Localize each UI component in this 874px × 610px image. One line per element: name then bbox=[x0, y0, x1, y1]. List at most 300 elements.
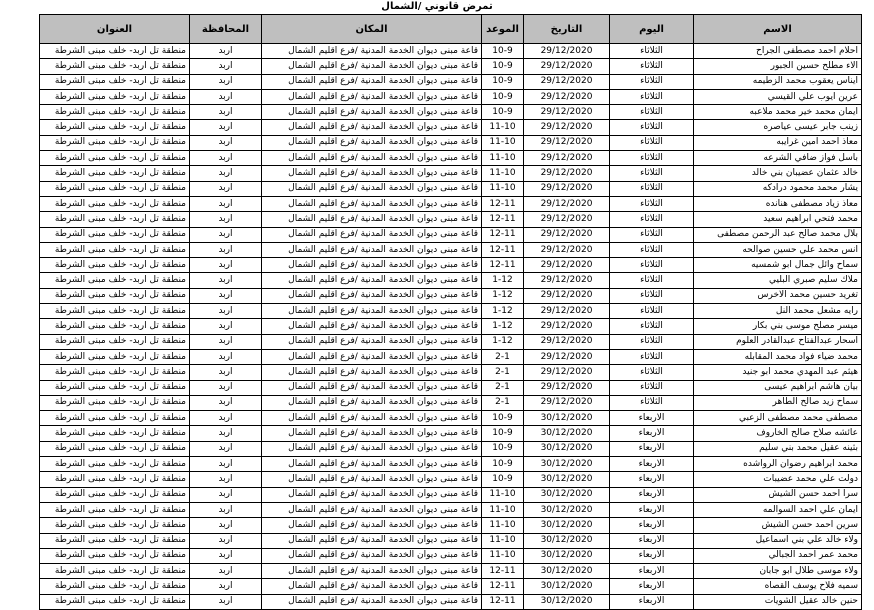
cell-day: الثلاثاء bbox=[610, 319, 694, 334]
cell-date: 29/12/2020 bbox=[524, 258, 610, 273]
cell-time: 1-12 bbox=[482, 304, 524, 319]
cell-name: انس محمد علي حسين صوالحه bbox=[694, 242, 862, 257]
cell-address: منطقة تل اربد- خلف مبنى الشرطة bbox=[40, 426, 190, 441]
cell-place: قاعة مبنى ديوان الخدمة المدنية /فرع اقليم الشمال bbox=[262, 518, 482, 533]
cell-place: قاعة مبنى ديوان الخدمة المدنية /فرع اقليم الشمال bbox=[262, 273, 482, 288]
table-row bbox=[40, 395, 862, 410]
cell-governorate: اربد bbox=[190, 395, 262, 410]
cell-date: 30/12/2020 bbox=[524, 457, 610, 472]
table-row bbox=[40, 273, 862, 288]
cell-place: قاعة مبنى ديوان الخدمة المدنية /فرع اقليم الشمال bbox=[262, 334, 482, 349]
cell-name: مصطفى محمد مصطفى الزعبي bbox=[694, 411, 862, 426]
cell-place: قاعة مبنى ديوان الخدمة المدنية /فرع اقليم الشمال bbox=[262, 319, 482, 334]
header-day: اليوم bbox=[610, 15, 694, 44]
cell-address: منطقة تل اربد- خلف مبنى الشرطة bbox=[40, 319, 190, 334]
table-row bbox=[40, 533, 862, 548]
cell-date: 29/12/2020 bbox=[524, 288, 610, 303]
cell-address: منطقة تل اربد- خلف مبنى الشرطة bbox=[40, 44, 190, 59]
cell-day: الثلاثاء bbox=[610, 334, 694, 349]
cell-day: الثلاثاء bbox=[610, 196, 694, 211]
cell-name: سرا احمد حسن الشيش bbox=[694, 487, 862, 502]
cell-day: الثلاثاء bbox=[610, 258, 694, 273]
cell-name: معاذ زياد مصطفى هنانده bbox=[694, 196, 862, 211]
cell-address: منطقة تل اربد- خلف مبنى الشرطة bbox=[40, 288, 190, 303]
cell-date: 30/12/2020 bbox=[524, 564, 610, 579]
cell-governorate: اربد bbox=[190, 44, 262, 59]
cell-name: معاذ احمد امين غرايبه bbox=[694, 135, 862, 150]
cell-governorate: اربد bbox=[190, 242, 262, 257]
cell-place: قاعة مبنى ديوان الخدمة المدنية /فرع اقليم الشمال bbox=[262, 212, 482, 227]
cell-place: قاعة مبنى ديوان الخدمة المدنية /فرع اقليم الشمال bbox=[262, 457, 482, 472]
cell-time: 2-1 bbox=[482, 365, 524, 380]
cell-address: منطقة تل اربد- خلف مبنى الشرطة bbox=[40, 74, 190, 89]
cell-governorate: اربد bbox=[190, 533, 262, 548]
cell-name: ايناس يعقوب محمد الزطيمه bbox=[694, 74, 862, 89]
cell-day: الاربعاء bbox=[610, 472, 694, 487]
table-row bbox=[40, 487, 862, 502]
cell-address: منطقة تل اربد- خلف مبنى الشرطة bbox=[40, 227, 190, 242]
table-row bbox=[40, 196, 862, 211]
cell-time: 11-10 bbox=[482, 518, 524, 533]
table-row bbox=[40, 181, 862, 196]
cell-name: ايمان علي احمد السوالمه bbox=[694, 502, 862, 517]
cell-address: منطقة تل اربد- خلف مبنى الشرطة bbox=[40, 502, 190, 517]
table-row bbox=[40, 564, 862, 579]
cell-address: منطقة تل اربد- خلف مبنى الشرطة bbox=[40, 59, 190, 74]
table-row bbox=[40, 120, 862, 135]
cell-day: الثلاثاء bbox=[610, 365, 694, 380]
cell-time: 1-12 bbox=[482, 288, 524, 303]
cell-day: الاربعاء bbox=[610, 548, 694, 563]
cell-address: منطقة تل اربد- خلف مبنى الشرطة bbox=[40, 411, 190, 426]
cell-date: 30/12/2020 bbox=[524, 502, 610, 517]
cell-governorate: اربد bbox=[190, 334, 262, 349]
cell-time: 11-10 bbox=[482, 120, 524, 135]
cell-governorate: اربد bbox=[190, 502, 262, 517]
cell-date: 29/12/2020 bbox=[524, 74, 610, 89]
cell-day: الثلاثاء bbox=[610, 304, 694, 319]
cell-time: 10-9 bbox=[482, 59, 524, 74]
cell-address: منطقة تل اربد- خلف مبنى الشرطة bbox=[40, 564, 190, 579]
cell-day: الثلاثاء bbox=[610, 212, 694, 227]
cell-governorate: اربد bbox=[190, 380, 262, 395]
cell-address: منطقة تل اربد- خلف مبنى الشرطة bbox=[40, 365, 190, 380]
cell-time: 11-10 bbox=[482, 151, 524, 166]
cell-name: زينب جابر عيسى عياصره bbox=[694, 120, 862, 135]
cell-governorate: اربد bbox=[190, 411, 262, 426]
cell-day: الثلاثاء bbox=[610, 227, 694, 242]
cell-day: الثلاثاء bbox=[610, 166, 694, 181]
header-date: التاريخ bbox=[524, 15, 610, 44]
cell-time: 2-1 bbox=[482, 395, 524, 410]
cell-place: قاعة مبنى ديوان الخدمة المدنية /فرع اقليم الشمال bbox=[262, 594, 482, 609]
cell-day: الاربعاء bbox=[610, 579, 694, 594]
cell-time: 11-10 bbox=[482, 502, 524, 517]
cell-name: سماح زيد صالح الطاهر bbox=[694, 395, 862, 410]
cell-address: منطقة تل اربد- خلف مبنى الشرطة bbox=[40, 548, 190, 563]
cell-name: محمد فتحي ابراهيم سعيد bbox=[694, 212, 862, 227]
cell-place: قاعة مبنى ديوان الخدمة المدنية /فرع اقليم الشمال bbox=[262, 258, 482, 273]
cell-name: هيثم عبد المهدي محمد ابو جنيد bbox=[694, 365, 862, 380]
table-row bbox=[40, 380, 862, 395]
cell-place: قاعة مبنى ديوان الخدمة المدنية /فرع اقليم الشمال bbox=[262, 59, 482, 74]
table-row bbox=[40, 426, 862, 441]
cell-time: 12-11 bbox=[482, 242, 524, 257]
table-row bbox=[40, 89, 862, 104]
cell-governorate: اربد bbox=[190, 487, 262, 502]
cell-address: منطقة تل اربد- خلف مبنى الشرطة bbox=[40, 441, 190, 456]
cell-governorate: اربد bbox=[190, 120, 262, 135]
cell-time: 12-11 bbox=[482, 594, 524, 609]
cell-time: 10-9 bbox=[482, 411, 524, 426]
cell-address: منطقة تل اربد- خلف مبنى الشرطة bbox=[40, 273, 190, 288]
cell-date: 29/12/2020 bbox=[524, 365, 610, 380]
cell-day: الثلاثاء bbox=[610, 242, 694, 257]
cell-date: 29/12/2020 bbox=[524, 212, 610, 227]
cell-date: 29/12/2020 bbox=[524, 59, 610, 74]
header-row bbox=[40, 15, 862, 44]
table-row bbox=[40, 518, 862, 533]
cell-date: 29/12/2020 bbox=[524, 135, 610, 150]
cell-date: 29/12/2020 bbox=[524, 304, 610, 319]
table-row bbox=[40, 288, 862, 303]
cell-place: قاعة مبنى ديوان الخدمة المدنية /فرع اقليم الشمال bbox=[262, 579, 482, 594]
cell-date: 29/12/2020 bbox=[524, 105, 610, 120]
cell-place: قاعة مبنى ديوان الخدمة المدنية /فرع اقليم الشمال bbox=[262, 365, 482, 380]
cell-name: محمد ضياء فواد محمد المقابله bbox=[694, 349, 862, 364]
cell-day: الثلاثاء bbox=[610, 349, 694, 364]
cell-date: 29/12/2020 bbox=[524, 120, 610, 135]
cell-place: قاعة مبنى ديوان الخدمة المدنية /فرع اقليم الشمال bbox=[262, 89, 482, 104]
cell-governorate: اربد bbox=[190, 258, 262, 273]
cell-day: الثلاثاء bbox=[610, 120, 694, 135]
cell-date: 30/12/2020 bbox=[524, 518, 610, 533]
cell-governorate: اربد bbox=[190, 227, 262, 242]
cell-address: منطقة تل اربد- خلف مبنى الشرطة bbox=[40, 212, 190, 227]
cell-governorate: اربد bbox=[190, 441, 262, 456]
cell-day: الاربعاء bbox=[610, 518, 694, 533]
cell-day: الثلاثاء bbox=[610, 151, 694, 166]
cell-place: قاعة مبنى ديوان الخدمة المدنية /فرع اقليم الشمال bbox=[262, 487, 482, 502]
cell-day: الثلاثاء bbox=[610, 44, 694, 59]
cell-governorate: اربد bbox=[190, 89, 262, 104]
cell-name: يشار محمد محمود درادكه bbox=[694, 181, 862, 196]
cell-place: قاعة مبنى ديوان الخدمة المدنية /فرع اقليم الشمال bbox=[262, 304, 482, 319]
cell-name: محمد ابراهيم رضوان الرواشده bbox=[694, 457, 862, 472]
cell-name: سرين احمد حسن الشيش bbox=[694, 518, 862, 533]
cell-time: 11-10 bbox=[482, 166, 524, 181]
cell-address: منطقة تل اربد- خلف مبنى الشرطة bbox=[40, 196, 190, 211]
cell-place: قاعة مبنى ديوان الخدمة المدنية /فرع اقليم الشمال bbox=[262, 288, 482, 303]
cell-address: منطقة تل اربد- خلف مبنى الشرطة bbox=[40, 166, 190, 181]
table-row bbox=[40, 59, 862, 74]
cell-address: منطقة تل اربد- خلف مبنى الشرطة bbox=[40, 395, 190, 410]
cell-day: الاربعاء bbox=[610, 564, 694, 579]
cell-governorate: اربد bbox=[190, 457, 262, 472]
table-row bbox=[40, 548, 862, 563]
cell-name: محمد عمر احمد الجبالي bbox=[694, 548, 862, 563]
cell-date: 30/12/2020 bbox=[524, 441, 610, 456]
cell-place: قاعة مبنى ديوان الخدمة المدنية /فرع اقليم الشمال bbox=[262, 502, 482, 517]
cell-name: بيان هاشم ابراهيم عيسى bbox=[694, 380, 862, 395]
cell-name: ايمان محمد خير محمد ملاعبه bbox=[694, 105, 862, 120]
cell-place: قاعة مبنى ديوان الخدمة المدنية /فرع اقليم الشمال bbox=[262, 120, 482, 135]
cell-time: 11-10 bbox=[482, 533, 524, 548]
table-row bbox=[40, 472, 862, 487]
cell-day: الثلاثاء bbox=[610, 59, 694, 74]
cell-day: الاربعاء bbox=[610, 594, 694, 609]
cell-name: ملاك سليم صبري البليي bbox=[694, 273, 862, 288]
cell-time: 12-11 bbox=[482, 579, 524, 594]
cell-time: 11-10 bbox=[482, 135, 524, 150]
cell-date: 30/12/2020 bbox=[524, 472, 610, 487]
cell-governorate: اربد bbox=[190, 365, 262, 380]
cell-place: قاعة مبنى ديوان الخدمة المدنية /فرع اقليم الشمال bbox=[262, 151, 482, 166]
cell-time: 11-10 bbox=[482, 548, 524, 563]
schedule-table bbox=[39, 14, 862, 610]
cell-time: 12-11 bbox=[482, 196, 524, 211]
cell-governorate: اربد bbox=[190, 105, 262, 120]
cell-day: الاربعاء bbox=[610, 502, 694, 517]
cell-name: ميسر مصلح موسى بني بكار bbox=[694, 319, 862, 334]
cell-date: 30/12/2020 bbox=[524, 548, 610, 563]
cell-address: منطقة تل اربد- خلف مبنى الشرطة bbox=[40, 487, 190, 502]
table-row bbox=[40, 227, 862, 242]
cell-date: 29/12/2020 bbox=[524, 227, 610, 242]
cell-place: قاعة مبنى ديوان الخدمة المدنية /فرع اقليم الشمال bbox=[262, 105, 482, 120]
cell-address: منطقة تل اربد- خلف مبنى الشرطة bbox=[40, 594, 190, 609]
cell-date: 29/12/2020 bbox=[524, 334, 610, 349]
cell-day: الاربعاء bbox=[610, 457, 694, 472]
cell-day: الثلاثاء bbox=[610, 135, 694, 150]
cell-place: قاعة مبنى ديوان الخدمة المدنية /فرع اقليم الشمال bbox=[262, 441, 482, 456]
cell-place: قاعة مبنى ديوان الخدمة المدنية /فرع اقليم الشمال bbox=[262, 380, 482, 395]
table-row bbox=[40, 166, 862, 181]
cell-date: 29/12/2020 bbox=[524, 151, 610, 166]
cell-time: 12-11 bbox=[482, 212, 524, 227]
cell-date: 30/12/2020 bbox=[524, 411, 610, 426]
table-row bbox=[40, 258, 862, 273]
cell-time: 11-10 bbox=[482, 181, 524, 196]
table-row bbox=[40, 44, 862, 59]
cell-name: حنين خالد عقيل الشويات bbox=[694, 594, 862, 609]
cell-governorate: اربد bbox=[190, 426, 262, 441]
cell-governorate: اربد bbox=[190, 135, 262, 150]
cell-time: 10-9 bbox=[482, 426, 524, 441]
cell-address: منطقة تل اربد- خلف مبنى الشرطة bbox=[40, 518, 190, 533]
cell-address: منطقة تل اربد- خلف مبنى الشرطة bbox=[40, 533, 190, 548]
cell-day: الاربعاء bbox=[610, 487, 694, 502]
header-address: العنوان bbox=[40, 15, 190, 44]
header-time: الموعد bbox=[482, 15, 524, 44]
cell-name: ولاء خالد علي بني اسماعيل bbox=[694, 533, 862, 548]
cell-place: قاعة مبنى ديوان الخدمة المدنية /فرع اقليم الشمال bbox=[262, 533, 482, 548]
cell-date: 30/12/2020 bbox=[524, 594, 610, 609]
cell-name: احلام احمد مصطفى الجراح bbox=[694, 44, 862, 59]
cell-name: سميه فلاح يوسف القصاه bbox=[694, 579, 862, 594]
cell-name: دولت علي محمد عضيبات bbox=[694, 472, 862, 487]
cell-day: الثلاثاء bbox=[610, 105, 694, 120]
cell-governorate: اربد bbox=[190, 518, 262, 533]
cell-governorate: اربد bbox=[190, 288, 262, 303]
cell-date: 30/12/2020 bbox=[524, 487, 610, 502]
cell-name: عائشه صلاح صالح الخاروف bbox=[694, 426, 862, 441]
cell-address: منطقة تل اربد- خلف مبنى الشرطة bbox=[40, 472, 190, 487]
table-row bbox=[40, 319, 862, 334]
cell-time: 2-1 bbox=[482, 349, 524, 364]
cell-time: 10-9 bbox=[482, 105, 524, 120]
page-title: تمرض قانوني /الشمال bbox=[381, 1, 493, 12]
cell-place: قاعة مبنى ديوان الخدمة المدنية /فرع اقليم الشمال bbox=[262, 44, 482, 59]
cell-place: قاعة مبنى ديوان الخدمة المدنية /فرع اقليم الشمال bbox=[262, 166, 482, 181]
cell-address: منطقة تل اربد- خلف مبنى الشرطة bbox=[40, 258, 190, 273]
cell-time: 1-12 bbox=[482, 319, 524, 334]
cell-day: الثلاثاء bbox=[610, 181, 694, 196]
cell-day: الثلاثاء bbox=[610, 395, 694, 410]
cell-day: الاربعاء bbox=[610, 426, 694, 441]
cell-governorate: اربد bbox=[190, 59, 262, 74]
cell-address: منطقة تل اربد- خلف مبنى الشرطة bbox=[40, 380, 190, 395]
cell-address: منطقة تل اربد- خلف مبنى الشرطة bbox=[40, 89, 190, 104]
cell-place: قاعة مبنى ديوان الخدمة المدنية /فرع اقليم الشمال bbox=[262, 181, 482, 196]
header-place: المكان bbox=[262, 15, 482, 44]
table-row bbox=[40, 334, 862, 349]
cell-name: سماح وائل جمال ابو شمسيه bbox=[694, 258, 862, 273]
cell-time: 10-9 bbox=[482, 472, 524, 487]
cell-time: 10-9 bbox=[482, 44, 524, 59]
cell-governorate: اربد bbox=[190, 472, 262, 487]
cell-governorate: اربد bbox=[190, 564, 262, 579]
cell-governorate: اربد bbox=[190, 304, 262, 319]
cell-place: قاعة مبنى ديوان الخدمة المدنية /فرع اقليم الشمال bbox=[262, 135, 482, 150]
cell-place: قاعة مبنى ديوان الخدمة المدنية /فرع اقليم الشمال bbox=[262, 227, 482, 242]
table-body bbox=[40, 44, 862, 610]
cell-governorate: اربد bbox=[190, 151, 262, 166]
header-governorate: المحافظة bbox=[190, 15, 262, 44]
cell-day: الثلاثاء bbox=[610, 288, 694, 303]
cell-place: قاعة مبنى ديوان الخدمة المدنية /فرع اقليم الشمال bbox=[262, 426, 482, 441]
cell-name: بلال محمد صالح عبد الرحمن مصطفى bbox=[694, 227, 862, 242]
cell-name: الاء مطلح حسين الجبور bbox=[694, 59, 862, 74]
cell-place: قاعة مبنى ديوان الخدمة المدنية /فرع اقليم الشمال bbox=[262, 411, 482, 426]
cell-day: الثلاثاء bbox=[610, 89, 694, 104]
cell-place: قاعة مبنى ديوان الخدمة المدنية /فرع اقليم الشمال bbox=[262, 74, 482, 89]
table-row bbox=[40, 411, 862, 426]
table-row bbox=[40, 441, 862, 456]
cell-governorate: اربد bbox=[190, 74, 262, 89]
cell-time: 12-11 bbox=[482, 227, 524, 242]
cell-time: 12-11 bbox=[482, 564, 524, 579]
cell-date: 30/12/2020 bbox=[524, 579, 610, 594]
table-row bbox=[40, 212, 862, 227]
cell-date: 29/12/2020 bbox=[524, 349, 610, 364]
cell-governorate: اربد bbox=[190, 273, 262, 288]
header-name: الاسم bbox=[694, 15, 862, 44]
cell-address: منطقة تل اربد- خلف مبنى الشرطة bbox=[40, 120, 190, 135]
cell-date: 29/12/2020 bbox=[524, 319, 610, 334]
table-row bbox=[40, 349, 862, 364]
cell-address: منطقة تل اربد- خلف مبنى الشرطة bbox=[40, 135, 190, 150]
cell-place: قاعة مبنى ديوان الخدمة المدنية /فرع اقليم الشمال bbox=[262, 196, 482, 211]
cell-address: منطقة تل اربد- خلف مبنى الشرطة bbox=[40, 579, 190, 594]
cell-governorate: اربد bbox=[190, 349, 262, 364]
cell-date: 30/12/2020 bbox=[524, 533, 610, 548]
table-row bbox=[40, 74, 862, 89]
cell-address: منطقة تل اربد- خلف مبنى الشرطة bbox=[40, 151, 190, 166]
cell-governorate: اربد bbox=[190, 319, 262, 334]
cell-governorate: اربد bbox=[190, 579, 262, 594]
cell-date: 29/12/2020 bbox=[524, 89, 610, 104]
cell-time: 12-11 bbox=[482, 258, 524, 273]
table-row bbox=[40, 579, 862, 594]
cell-governorate: اربد bbox=[190, 594, 262, 609]
cell-governorate: اربد bbox=[190, 212, 262, 227]
cell-time: 10-9 bbox=[482, 89, 524, 104]
cell-governorate: اربد bbox=[190, 166, 262, 181]
cell-name: رايه مشعل محمد النل bbox=[694, 304, 862, 319]
cell-time: 11-10 bbox=[482, 487, 524, 502]
cell-date: 29/12/2020 bbox=[524, 166, 610, 181]
cell-date: 29/12/2020 bbox=[524, 44, 610, 59]
cell-governorate: اربد bbox=[190, 181, 262, 196]
cell-time: 1-12 bbox=[482, 334, 524, 349]
cell-place: قاعة مبنى ديوان الخدمة المدنية /فرع اقليم الشمال bbox=[262, 564, 482, 579]
cell-date: 29/12/2020 bbox=[524, 242, 610, 257]
cell-place: قاعة مبنى ديوان الخدمة المدنية /فرع اقليم الشمال bbox=[262, 548, 482, 563]
cell-governorate: اربد bbox=[190, 196, 262, 211]
cell-name: بثينه عقيل محمد بني سليم bbox=[694, 441, 862, 456]
table-row bbox=[40, 105, 862, 120]
cell-place: قاعة مبنى ديوان الخدمة المدنية /فرع اقليم الشمال bbox=[262, 349, 482, 364]
cell-place: قاعة مبنى ديوان الخدمة المدنية /فرع اقليم الشمال bbox=[262, 395, 482, 410]
table-row bbox=[40, 457, 862, 472]
cell-day: الثلاثاء bbox=[610, 273, 694, 288]
cell-address: منطقة تل اربد- خلف مبنى الشرطة bbox=[40, 242, 190, 257]
cell-address: منطقة تل اربد- خلف مبنى الشرطة bbox=[40, 334, 190, 349]
table-row bbox=[40, 135, 862, 150]
cell-date: 29/12/2020 bbox=[524, 395, 610, 410]
cell-name: عرين ايوب علي القيسي bbox=[694, 89, 862, 104]
cell-address: منطقة تل اربد- خلف مبنى الشرطة bbox=[40, 349, 190, 364]
cell-time: 10-9 bbox=[482, 457, 524, 472]
cell-name: تغريد حسين محمد الاخرس bbox=[694, 288, 862, 303]
cell-address: منطقة تل اربد- خلف مبنى الشرطة bbox=[40, 181, 190, 196]
cell-place: قاعة مبنى ديوان الخدمة المدنية /فرع اقليم الشمال bbox=[262, 242, 482, 257]
cell-day: الاربعاء bbox=[610, 533, 694, 548]
cell-address: منطقة تل اربد- خلف مبنى الشرطة bbox=[40, 304, 190, 319]
cell-date: 29/12/2020 bbox=[524, 380, 610, 395]
cell-governorate: اربد bbox=[190, 548, 262, 563]
cell-time: 10-9 bbox=[482, 74, 524, 89]
cell-time: 10-9 bbox=[482, 441, 524, 456]
table-row bbox=[40, 242, 862, 257]
cell-name: خالد عثمان عضيبان بني خالد bbox=[694, 166, 862, 181]
table-row bbox=[40, 151, 862, 166]
cell-date: 30/12/2020 bbox=[524, 426, 610, 441]
cell-day: الثلاثاء bbox=[610, 74, 694, 89]
table-row bbox=[40, 365, 862, 380]
cell-name: ولاء موسى طلال ابو جابان bbox=[694, 564, 862, 579]
cell-date: 29/12/2020 bbox=[524, 181, 610, 196]
cell-date: 29/12/2020 bbox=[524, 273, 610, 288]
cell-name: اسحار عبدالفتاح عبدالقادر العلوم bbox=[694, 334, 862, 349]
cell-day: الثلاثاء bbox=[610, 380, 694, 395]
cell-address: منطقة تل اربد- خلف مبنى الشرطة bbox=[40, 457, 190, 472]
cell-time: 2-1 bbox=[482, 380, 524, 395]
cell-place: قاعة مبنى ديوان الخدمة المدنية /فرع اقليم الشمال bbox=[262, 472, 482, 487]
cell-date: 29/12/2020 bbox=[524, 196, 610, 211]
cell-time: 1-12 bbox=[482, 273, 524, 288]
